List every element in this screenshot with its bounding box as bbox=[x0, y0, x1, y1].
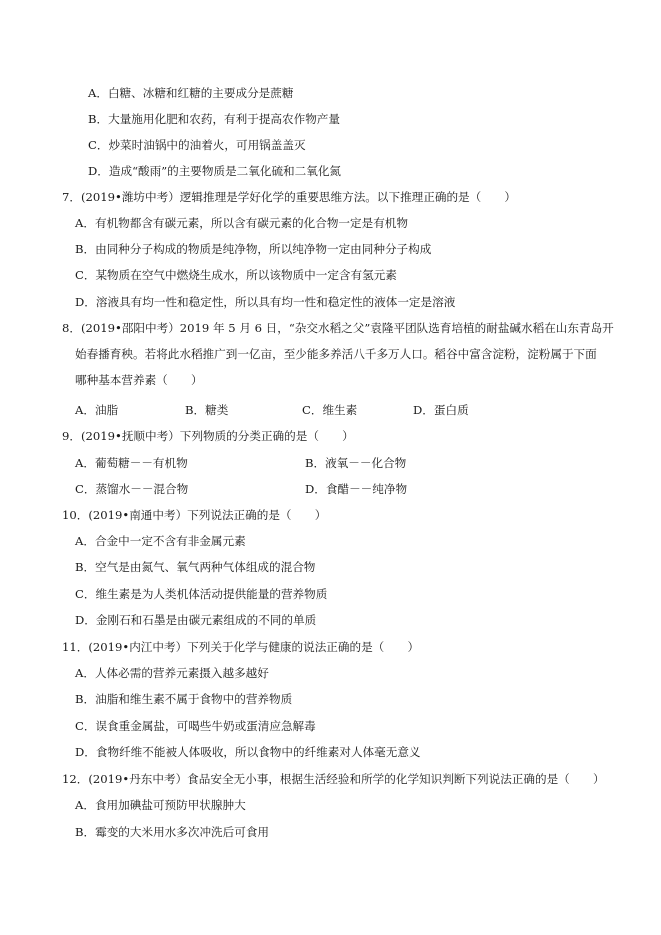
q9-option-c: C．蒸馏水－－混合物 bbox=[75, 482, 189, 496]
q9-option-b: B．液氧－－化合物 bbox=[305, 456, 407, 470]
q8-option-c: C．维生素 bbox=[302, 403, 358, 417]
q12-option-a: A．食用加碘盐可预防甲状腺肿大 bbox=[75, 798, 246, 812]
q8-option-d: D．蛋白质 bbox=[413, 403, 469, 417]
q8-stem-line-2: 始春播育秧。若将此水稻推广到一亿亩，至少能多养活八千多万人口。稻谷中富含淀粉，淀粉属于下面 bbox=[75, 347, 597, 361]
q12-option-b: B．霉变的大米用水多次冲洗后可食用 bbox=[75, 825, 270, 839]
q7-option-d: D．溶液具有均一性和稳定性，所以具有均一性和稳定性的液体一定是溶液 bbox=[75, 295, 456, 309]
q10-option-c: C．维生素是为人类机体活动提供能量的营养物质 bbox=[75, 587, 328, 601]
q9-stem: 9．(2019•抚顺中考）下列物质的分类正确的是（ ） bbox=[62, 429, 354, 443]
q10-option-a: A．合金中一定不含有非金属元素 bbox=[75, 534, 246, 548]
q7-stem: 7．(2019•潍坊中考）逻辑推理是学好化学的重要思维方法。以下推理正确的是（ ） bbox=[62, 190, 517, 204]
q6-option-c: C．炒菜时油锅中的油着火，可用锅盖盖灭 bbox=[88, 138, 306, 152]
q8-option-b: B．糖类 bbox=[185, 403, 229, 417]
q7-option-a: A．有机物都含有碳元素，所以含有碳元素的化合物一定是有机物 bbox=[75, 216, 408, 230]
q11-stem: 11．(2019•内江中考）下列关于化学与健康的说法正确的是（ ） bbox=[62, 640, 420, 654]
q10-option-b: B．空气是由氮气、氧气两种气体组成的混合物 bbox=[75, 560, 316, 574]
q11-option-b: B．油脂和维生素不属于食物中的营养物质 bbox=[75, 692, 293, 706]
q8-stem-line-3: 哪种基本营养素（ ） bbox=[75, 373, 203, 387]
q11-option-c: C．误食重金属盐，可喝些牛奶或蛋清应急解毒 bbox=[75, 719, 316, 733]
q8-option-a: A．油脂 bbox=[75, 403, 119, 417]
q9-option-d: D．食醋－－纯净物 bbox=[305, 482, 408, 496]
q8-stem-line-1: 8．(2019•邵阳中考）2019 年 5 月 6 日，“杂交水稻之父”袁隆平团队选育培植的耐盐碱水稻在山东青岛开 bbox=[62, 321, 614, 335]
q7-option-c: C．某物质在空气中燃烧生成水，所以该物质中一定含有氢元素 bbox=[75, 268, 397, 282]
q9-option-a: A．葡萄糖－－有机物 bbox=[75, 456, 188, 470]
q11-option-a: A．人体必需的营养元素摄入越多越好 bbox=[75, 666, 269, 680]
q6-option-a: A．白糖、冰糖和红糖的主要成分是蔗糖 bbox=[88, 86, 294, 100]
q6-option-b: B．大量施用化肥和农药，有利于提高农作物产量 bbox=[88, 112, 340, 126]
q6-option-d: D．造成“酸雨”的主要物质是二氧化硫和二氧化氮 bbox=[88, 164, 342, 178]
q12-stem: 12．(2019•丹东中考）食品安全无小事，根据生活经验和所学的化学知识判断下列说法正确的是（ ） bbox=[62, 772, 605, 786]
q11-option-d: D．食物纤维不能被人体吸收，所以食物中的纤维素对人体毫无意义 bbox=[75, 745, 421, 759]
q7-option-b: B．由同种分子构成的物质是纯净物，所以纯净物一定由同种分子构成 bbox=[75, 242, 432, 256]
q10-stem: 10．(2019•南通中考）下列说法正确的是（ ） bbox=[62, 508, 327, 522]
q10-option-d: D．金刚石和石墨是由碳元素组成的不同的单质 bbox=[75, 613, 317, 627]
